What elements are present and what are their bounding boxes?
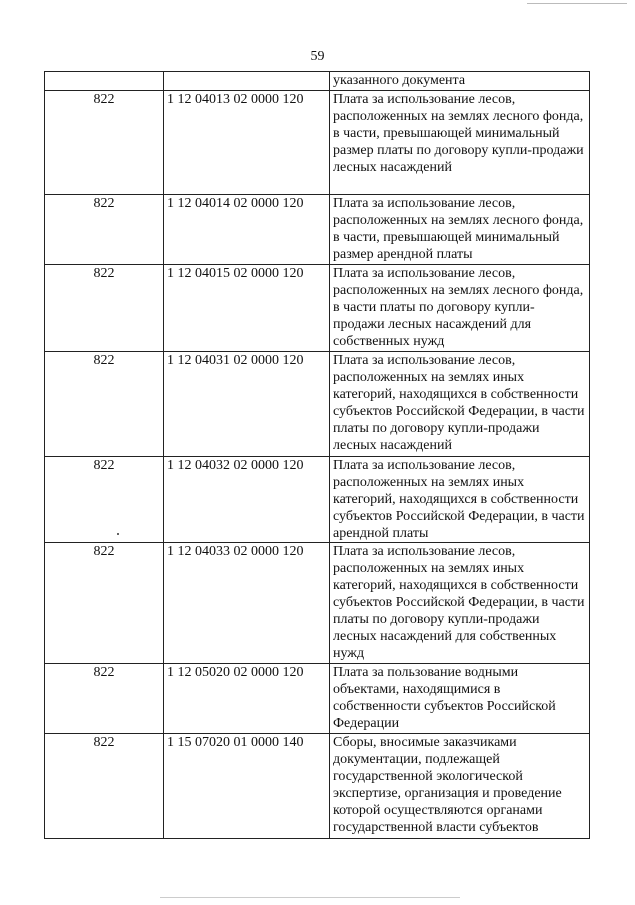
scan-speck <box>117 533 119 535</box>
admin-code-cell <box>45 72 164 91</box>
description-cell: Плата за использование лесов, расположенных на землях лесного фонда, в части, превышающей минимальный размер арендной платы <box>330 195 590 265</box>
admin-code-cell: 822 <box>45 265 164 352</box>
budget-codes-table <box>44 71 590 839</box>
budget-code-cell: 1 12 04014 02 0000 120 <box>164 195 330 265</box>
table-row <box>45 195 590 265</box>
table-row <box>45 734 590 839</box>
description-cell: указанного документа <box>330 72 590 91</box>
description-cell: Плата за использование лесов, расположенных на землях иных категорий, находящихся в собственности субъектов Российской Федерации, в части арендной платы <box>330 457 590 543</box>
table-row <box>45 265 590 352</box>
budget-code-cell: 1 12 04013 02 0000 120 <box>164 91 330 195</box>
description-cell: Сборы, вносимые заказчиками документации, подлежащей государственной экологической экспертизе, организация и проведение которой осуществляются органами государственной власти субъектов <box>330 734 590 839</box>
budget-code-cell: 1 15 07020 01 0000 140 <box>164 734 330 839</box>
budget-code-cell: 1 12 04033 02 0000 120 <box>164 543 330 664</box>
budget-code-cell: 1 12 04015 02 0000 120 <box>164 265 330 352</box>
table-row <box>45 91 590 195</box>
description-cell: Плата за использование лесов, расположенных на землях лесного фонда, в части, превышающей минимальный размер платы по договору купли-продажи лесных насаждений <box>330 91 590 195</box>
admin-code-cell: 822 <box>45 664 164 734</box>
table-row <box>45 457 590 543</box>
admin-code-cell: 822 <box>45 457 164 543</box>
table-row <box>45 664 590 734</box>
budget-code-cell: 1 12 05020 02 0000 120 <box>164 664 330 734</box>
description-cell: Плата за использование лесов, расположенных на землях лесного фонда, в части платы по договору купли-продажи лесных насаждений для собственных нужд <box>330 265 590 352</box>
description-cell: Плата за использование лесов, расположенных на землях иных категорий, находящихся в собственности субъектов Российской Федерации, в части платы по договору купли-продажи лесных насаждений <box>330 352 590 457</box>
description-cell: Плата за использование лесов, расположенных на землях иных категорий, находящихся в собственности субъектов Российской Федерации, в части платы по договору купли-продажи лесных насаждений для собственных нужд <box>330 543 590 664</box>
table-row <box>45 543 590 664</box>
budget-code-cell <box>164 72 330 91</box>
table-row <box>45 352 590 457</box>
description-cell: Плата за пользование водными объектами, находящимися в собственности субъектов Российской Федерации <box>330 664 590 734</box>
admin-code-cell: 822 <box>45 91 164 195</box>
admin-code-cell: 822 <box>45 734 164 839</box>
admin-code-cell: 822 <box>45 543 164 664</box>
scan-artifact-top <box>527 3 627 4</box>
admin-code-cell: 822 <box>45 195 164 265</box>
admin-code-cell: 822 <box>45 352 164 457</box>
budget-code-cell: 1 12 04031 02 0000 120 <box>164 352 330 457</box>
budget-code-cell: 1 12 04032 02 0000 120 <box>164 457 330 543</box>
table-row <box>45 72 590 91</box>
page-number: 59 <box>310 49 325 64</box>
scan-artifact-bottom <box>160 897 460 898</box>
